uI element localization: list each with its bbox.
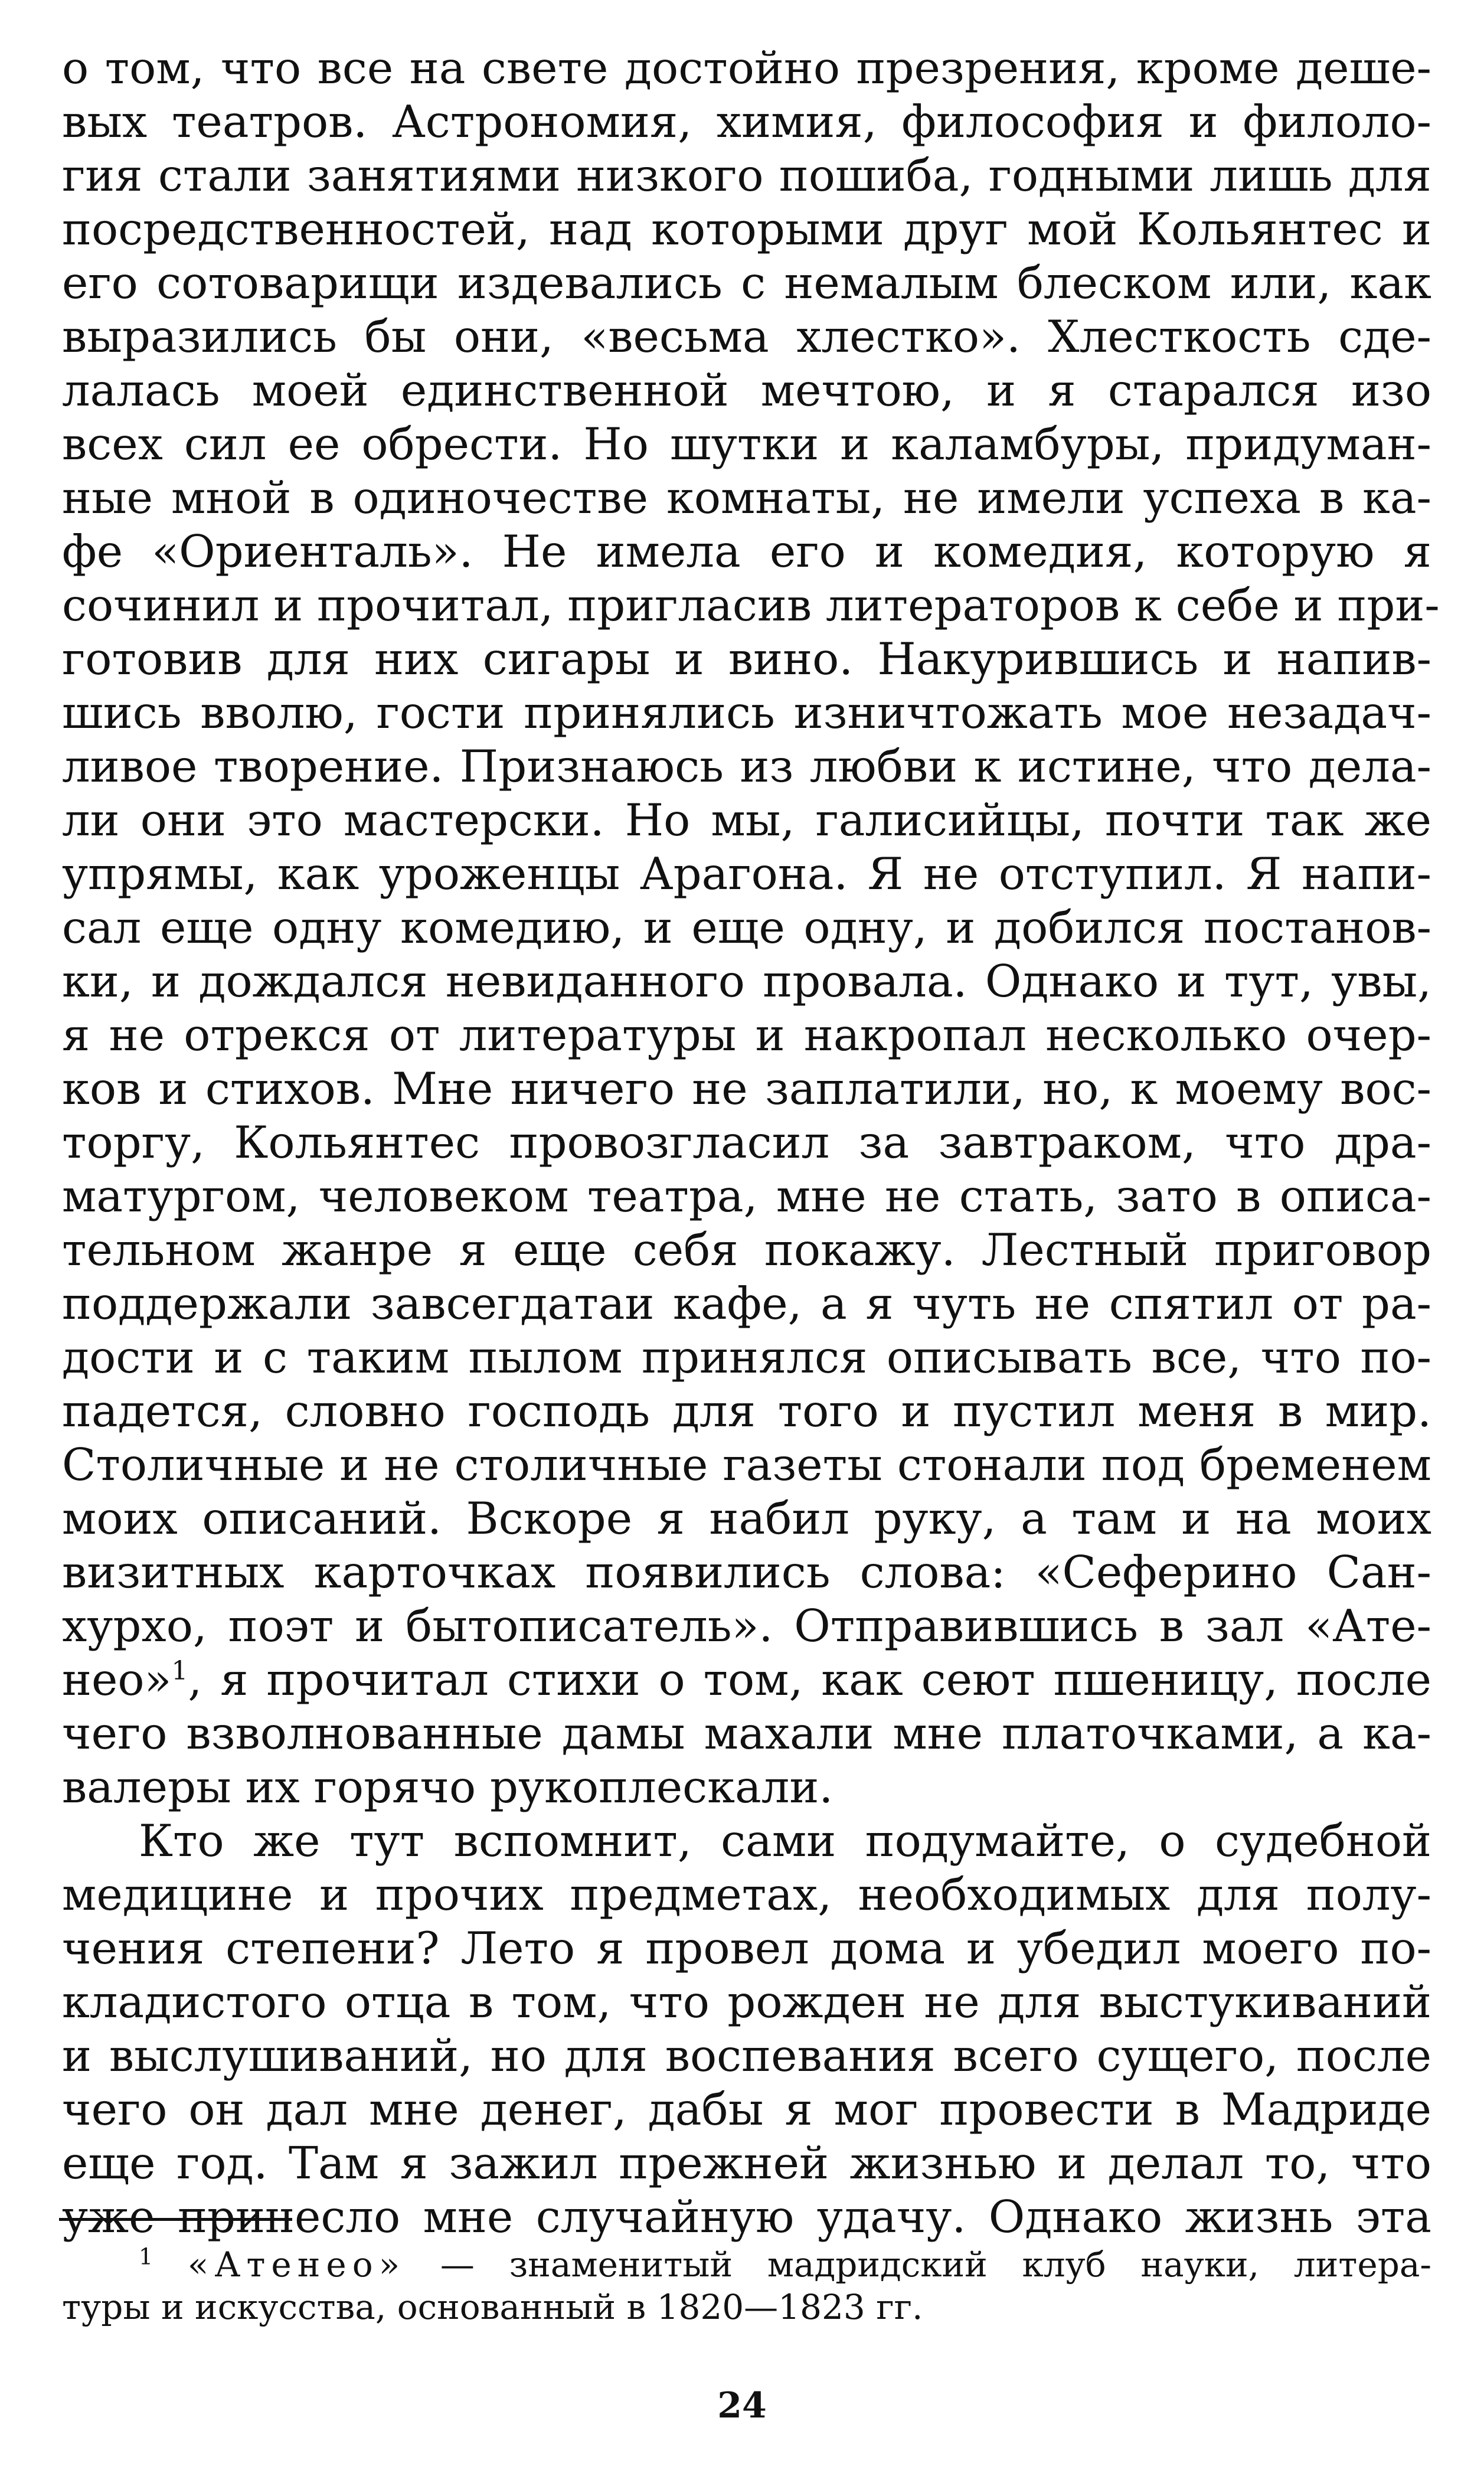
text-line: тельном жанре я еще себя покажу. Лестный приговор <box>62 1224 1431 1276</box>
text-line-with-footnote-ref <box>62 1653 1431 1707</box>
text-line: хурхо, поэт и бытописатель». Отправившись в зал «Ате- <box>62 1600 1431 1652</box>
text-line: падется, словно господь для того и пустил меня в мир. <box>62 1385 1431 1437</box>
footnote-marker: 1 <box>139 2243 153 2270</box>
text-line: лалась моей единственной мечтою, и я старался изо <box>62 364 1431 416</box>
text-line: ливое творение. Признаюсь из любви к истине, что дела- <box>62 740 1431 792</box>
text-line: медицине и прочих предметах, необходимых для полу- <box>62 1868 1431 1920</box>
ateneo-text: нео» <box>62 1654 172 1706</box>
text-line: посредственностей, над которыми друг мой Кольянтес и <box>62 203 1431 255</box>
text-line: гия стали занятиями низкого пошиба, годными лишь для <box>62 149 1431 201</box>
text-line: еще год. Там я зажил прежней жизнью и делал то, что <box>62 2137 1431 2189</box>
text-line: моих описаний. Вскоре я набил руку, а там и на моих <box>62 1492 1431 1544</box>
text-line: валеры их горячо рукоплескали. <box>62 1761 833 1813</box>
footnote-term: «Атенео» <box>187 2244 406 2285</box>
footnote-line: туры и искусства, основанный в 1820—1823 гг. <box>62 2287 923 2327</box>
footnote-definition: — знаменитый мадридский клуб науки, литера- <box>406 2244 1432 2285</box>
footnote-divider <box>59 2218 292 2221</box>
paragraph-1 <box>62 41 1440 1814</box>
footnote <box>62 2243 1431 2328</box>
text-line: ли они это мастерски. Но мы, галисийцы, почти так же <box>62 794 1431 846</box>
footnote-line <box>62 2243 1431 2286</box>
text-line: ков и стихов. Мне ничего не заплатили, но, к моему вос- <box>62 1063 1431 1115</box>
text-line: выразились бы они, «весьма хлестко». Хлесткость сде- <box>62 311 1431 362</box>
text-line: сал еще одну комедию, и еще одну, и добился постанов- <box>62 901 1431 953</box>
text-line: о том, что все на свете достойно презрения, кроме деше- <box>62 42 1431 94</box>
text-line: готовив для них сигары и вино. Накурившись и напив- <box>62 633 1431 685</box>
text-line: фе «Ориенталь». Не имела его и комедия, которую я <box>62 525 1431 577</box>
text-line: дости и с таким пылом принялся описывать все, что по- <box>62 1331 1431 1383</box>
text-line: и выслушиваний, но для воспевания всего сущего, после <box>62 2030 1431 2082</box>
text-line: торгу, Кольянтес провозгласил за завтраком, что дра- <box>62 1116 1431 1168</box>
text-line: поддержали завсегдатаи кафе, а я чуть не спятил от ра- <box>62 1278 1431 1329</box>
text-line: уже принесло мне случайную удачу. Однако жизнь эта <box>62 2191 1431 2243</box>
page-body <box>62 41 1440 2244</box>
text-line: Кто же тут вспомнит, сами подумайте, о судебной <box>139 1815 1431 1867</box>
text-line: вых театров. Астрономия, химия, философия и филоло- <box>62 96 1431 148</box>
footnote-reference: 1 <box>171 1656 188 1686</box>
page-number: 24 <box>717 2385 767 2426</box>
text-line: я не отрекся от литературы и накропал несколько очер- <box>62 1009 1431 1061</box>
paragraph-2 <box>62 1814 1431 2244</box>
text-line: матургом, человеком театра, мне не стать, зато в описа- <box>62 1170 1431 1222</box>
text-line: ки, и дождался невиданного провала. Однако и тут, увы, <box>62 955 1431 1007</box>
text-line: чения степени? Лето я провел дома и убедил моего по- <box>62 1922 1431 1974</box>
text-line: визитных карточках появились слова: «Сеферино Сан- <box>62 1546 1431 1598</box>
text-line: чего он дал мне денег, дабы я мог провести в Мадриде <box>62 2083 1431 2135</box>
text-line: Столичные и не столичные газеты стонали под бременем <box>62 1439 1431 1491</box>
text-line: кладистого отца в том, что рожден не для выстукиваний <box>62 1976 1431 2028</box>
text-line: шись вволю, гости принялись изничтожать мое незадач- <box>62 687 1431 739</box>
text-line: чего взволнованные дамы махали мне платочками, а ка- <box>62 1707 1431 1759</box>
text-line: его сотоварищи издевались с немалым блеском или, как <box>62 257 1431 309</box>
text-after-footnote-ref: , я прочитал стихи о том, как сеют пшеницу, после <box>188 1654 1431 1706</box>
text-line: сочинил и прочитал, пригласив литераторов к себе и при- <box>62 579 1440 631</box>
text-line: всех сил ее обрести. Но шутки и каламбуры, придуман- <box>62 418 1431 470</box>
text-line: упрямы, как уроженцы Арагона. Я не отступил. Я напи- <box>62 848 1431 900</box>
text-line: ные мной в одиночестве комнаты, не имели успеха в ка- <box>62 472 1431 524</box>
